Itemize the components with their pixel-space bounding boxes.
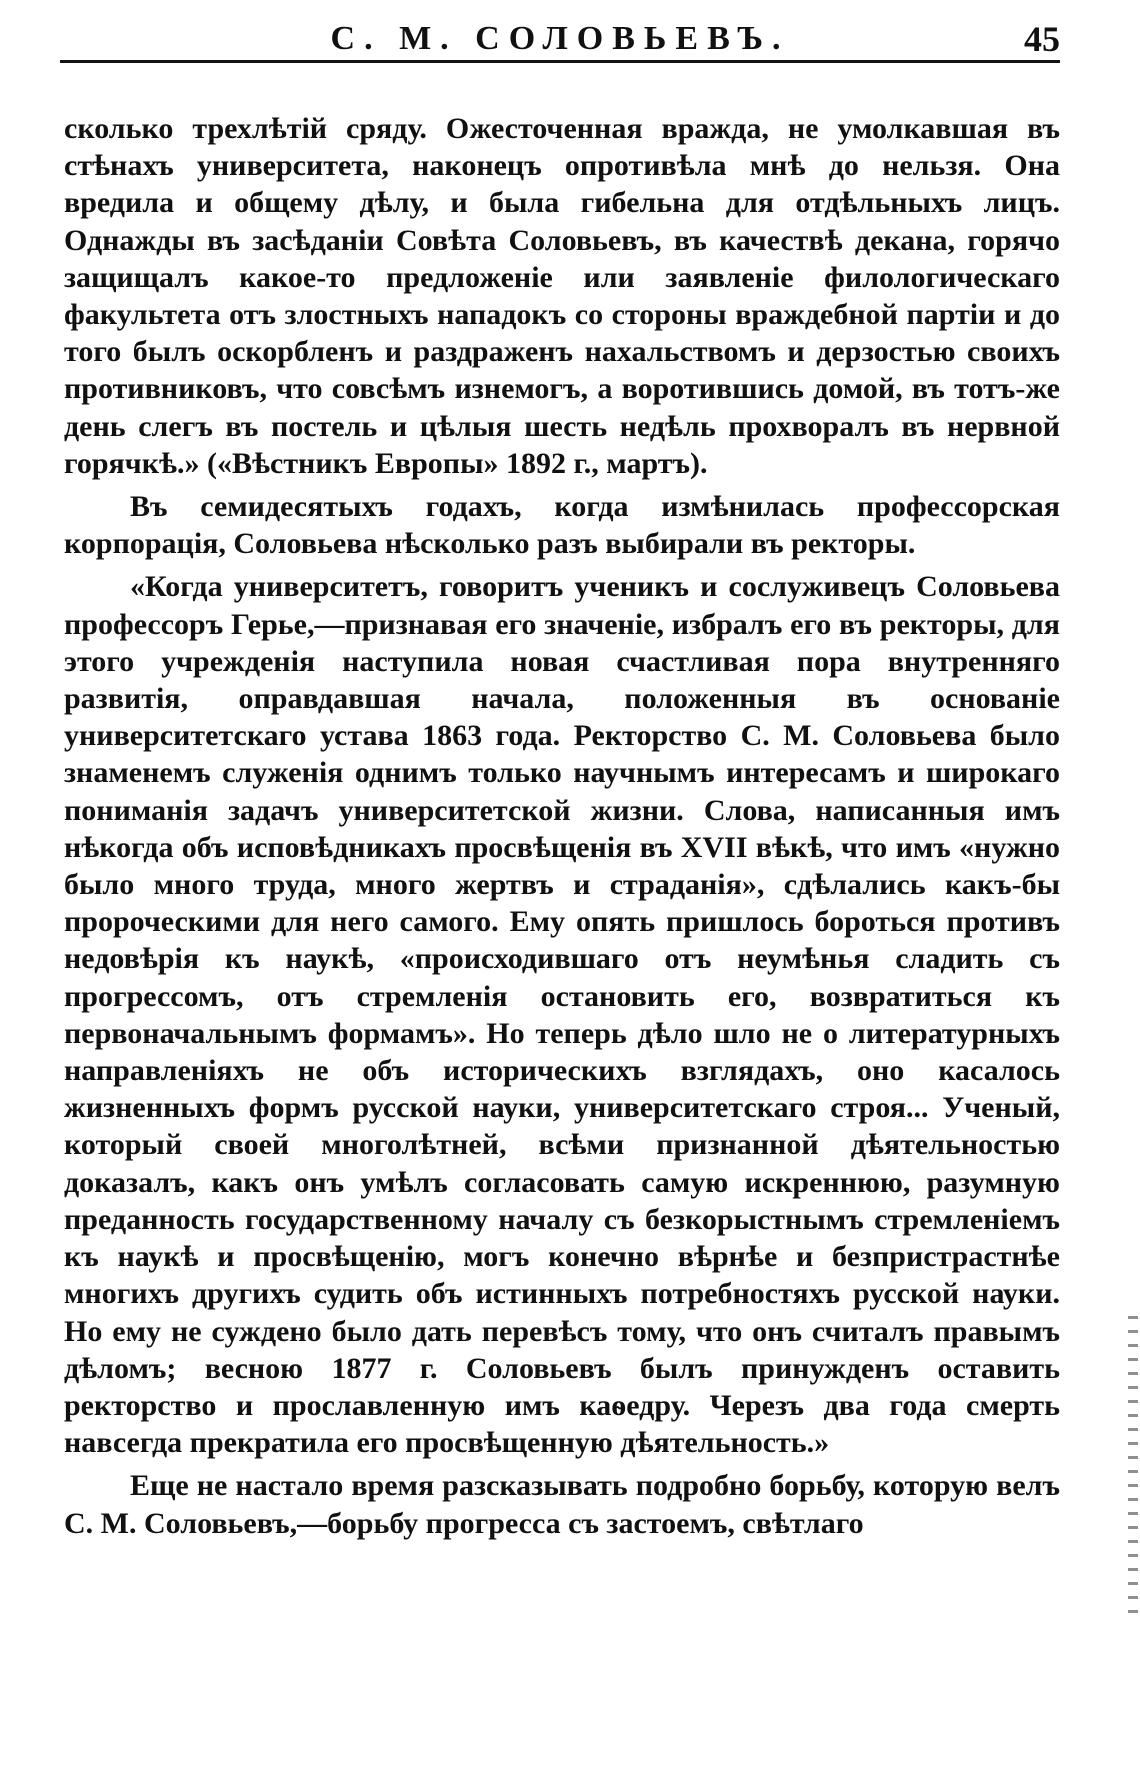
paragraph-gerie-quote: «Когда университетъ, говоритъ ученикъ и сослуживецъ Соловьева профессоръ Герье,—признавая его значеніе, избралъ его въ ректоры, для этого учрежденія наступила новая счастливая пора внутренняго развитія, оправдавшая начала, положенныя въ основаніе университетскаго устава 1863 года. Ректорство С. М. Соловьева было знаменемъ служенія однимъ только научнымъ интересамъ и широкаго пониманія задачъ университетской жизни. Слова, написанныя имъ нѣкогда объ исповѣдникахъ просвѣщенія въ XVII вѣкѣ, что имъ «нужно было много труда, много жертвъ и страданія», сдѣлались какъ-бы пророческими для него самого. Ему опять пришлось бороться противъ недовѣрія къ наукѣ, «происходившаго отъ неумѣнья сладить съ прогрессомъ, отъ стремленія остановить его, возвратиться къ первоначальнымъ формамъ». Но теперь дѣло шло не о литературныхъ направленіяхъ не объ историческихъ взглядахъ, оно касалось жизненныхъ формъ русской науки, университетскаго строя... Ученый, который своей многолѣтней, всѣми признанной дѣятельностью доказалъ, какъ онъ умѣлъ согласовать самую искреннюю, разумную преданность государственному началу съ безкорыстнымъ стремленіемъ къ наукѣ и просвѣщенію, могъ конечно вѣрнѣе и безпристрастнѣе многихъ другихъ судить объ истинныхъ потребностяхъ русской науки. Но ему не суждено было дать перевѣсъ тому, что онъ считалъ правымъ дѣломъ; весною 1877 г. Соловьевъ былъ принужденъ оставить ректорство и прославленную имъ каѳедру. Черезъ два года смерть навсегда прекратила его просвѣщенную дѣятельность.» <box>64 570 1060 1460</box>
paragraph-rectors: Въ семидесятыхъ годахъ, когда измѣнилась профессорская корпорація, Соловьева нѣсколько разъ выбирали въ ректоры. <box>64 490 1060 561</box>
paragraph-struggle: Еще не настало время разсказывать подробно борьбу, которую велъ С. М. Соловьевъ,—борьбу прогресса съ застоемъ, свѣтлаго <box>64 1469 1060 1540</box>
body-text <box>64 110 1060 1548</box>
paragraph-continued: сколько трехлѣтій сряду. Ожесточенная вражда, не умолкавшая въ стѣнахъ университета, наконецъ опротивѣла мнѣ до нельзя. Она вредила и общему дѣлу, и была гибельна для отдѣльныхъ лицъ. Однажды въ засѣданіи Совѣта Соловьевъ, въ качествѣ декана, горячо защищалъ какое-то предложеніе или заявленіе филологическаго факультета отъ злостныхъ нападокъ со стороны враждебной партіи и до того былъ оскорбленъ и раздраженъ нахальствомъ и дерзостью своихъ противниковъ, что совсѣмъ изнемогъ, а воротившись домой, въ тотъ-же день слегъ въ постель и цѣлыя шесть недѣль прохворалъ въ нервной горячкѣ.» («Вѣстникъ Европы» 1892 г., мартъ). <box>64 112 1060 480</box>
page-edge-marks <box>1128 1316 1138 1616</box>
header-rule <box>60 60 1060 63</box>
page-number: 45 <box>1024 19 1060 59</box>
running-title: С. М. СОЛОВЬЕВЪ. <box>330 20 790 57</box>
running-head <box>60 14 1060 64</box>
